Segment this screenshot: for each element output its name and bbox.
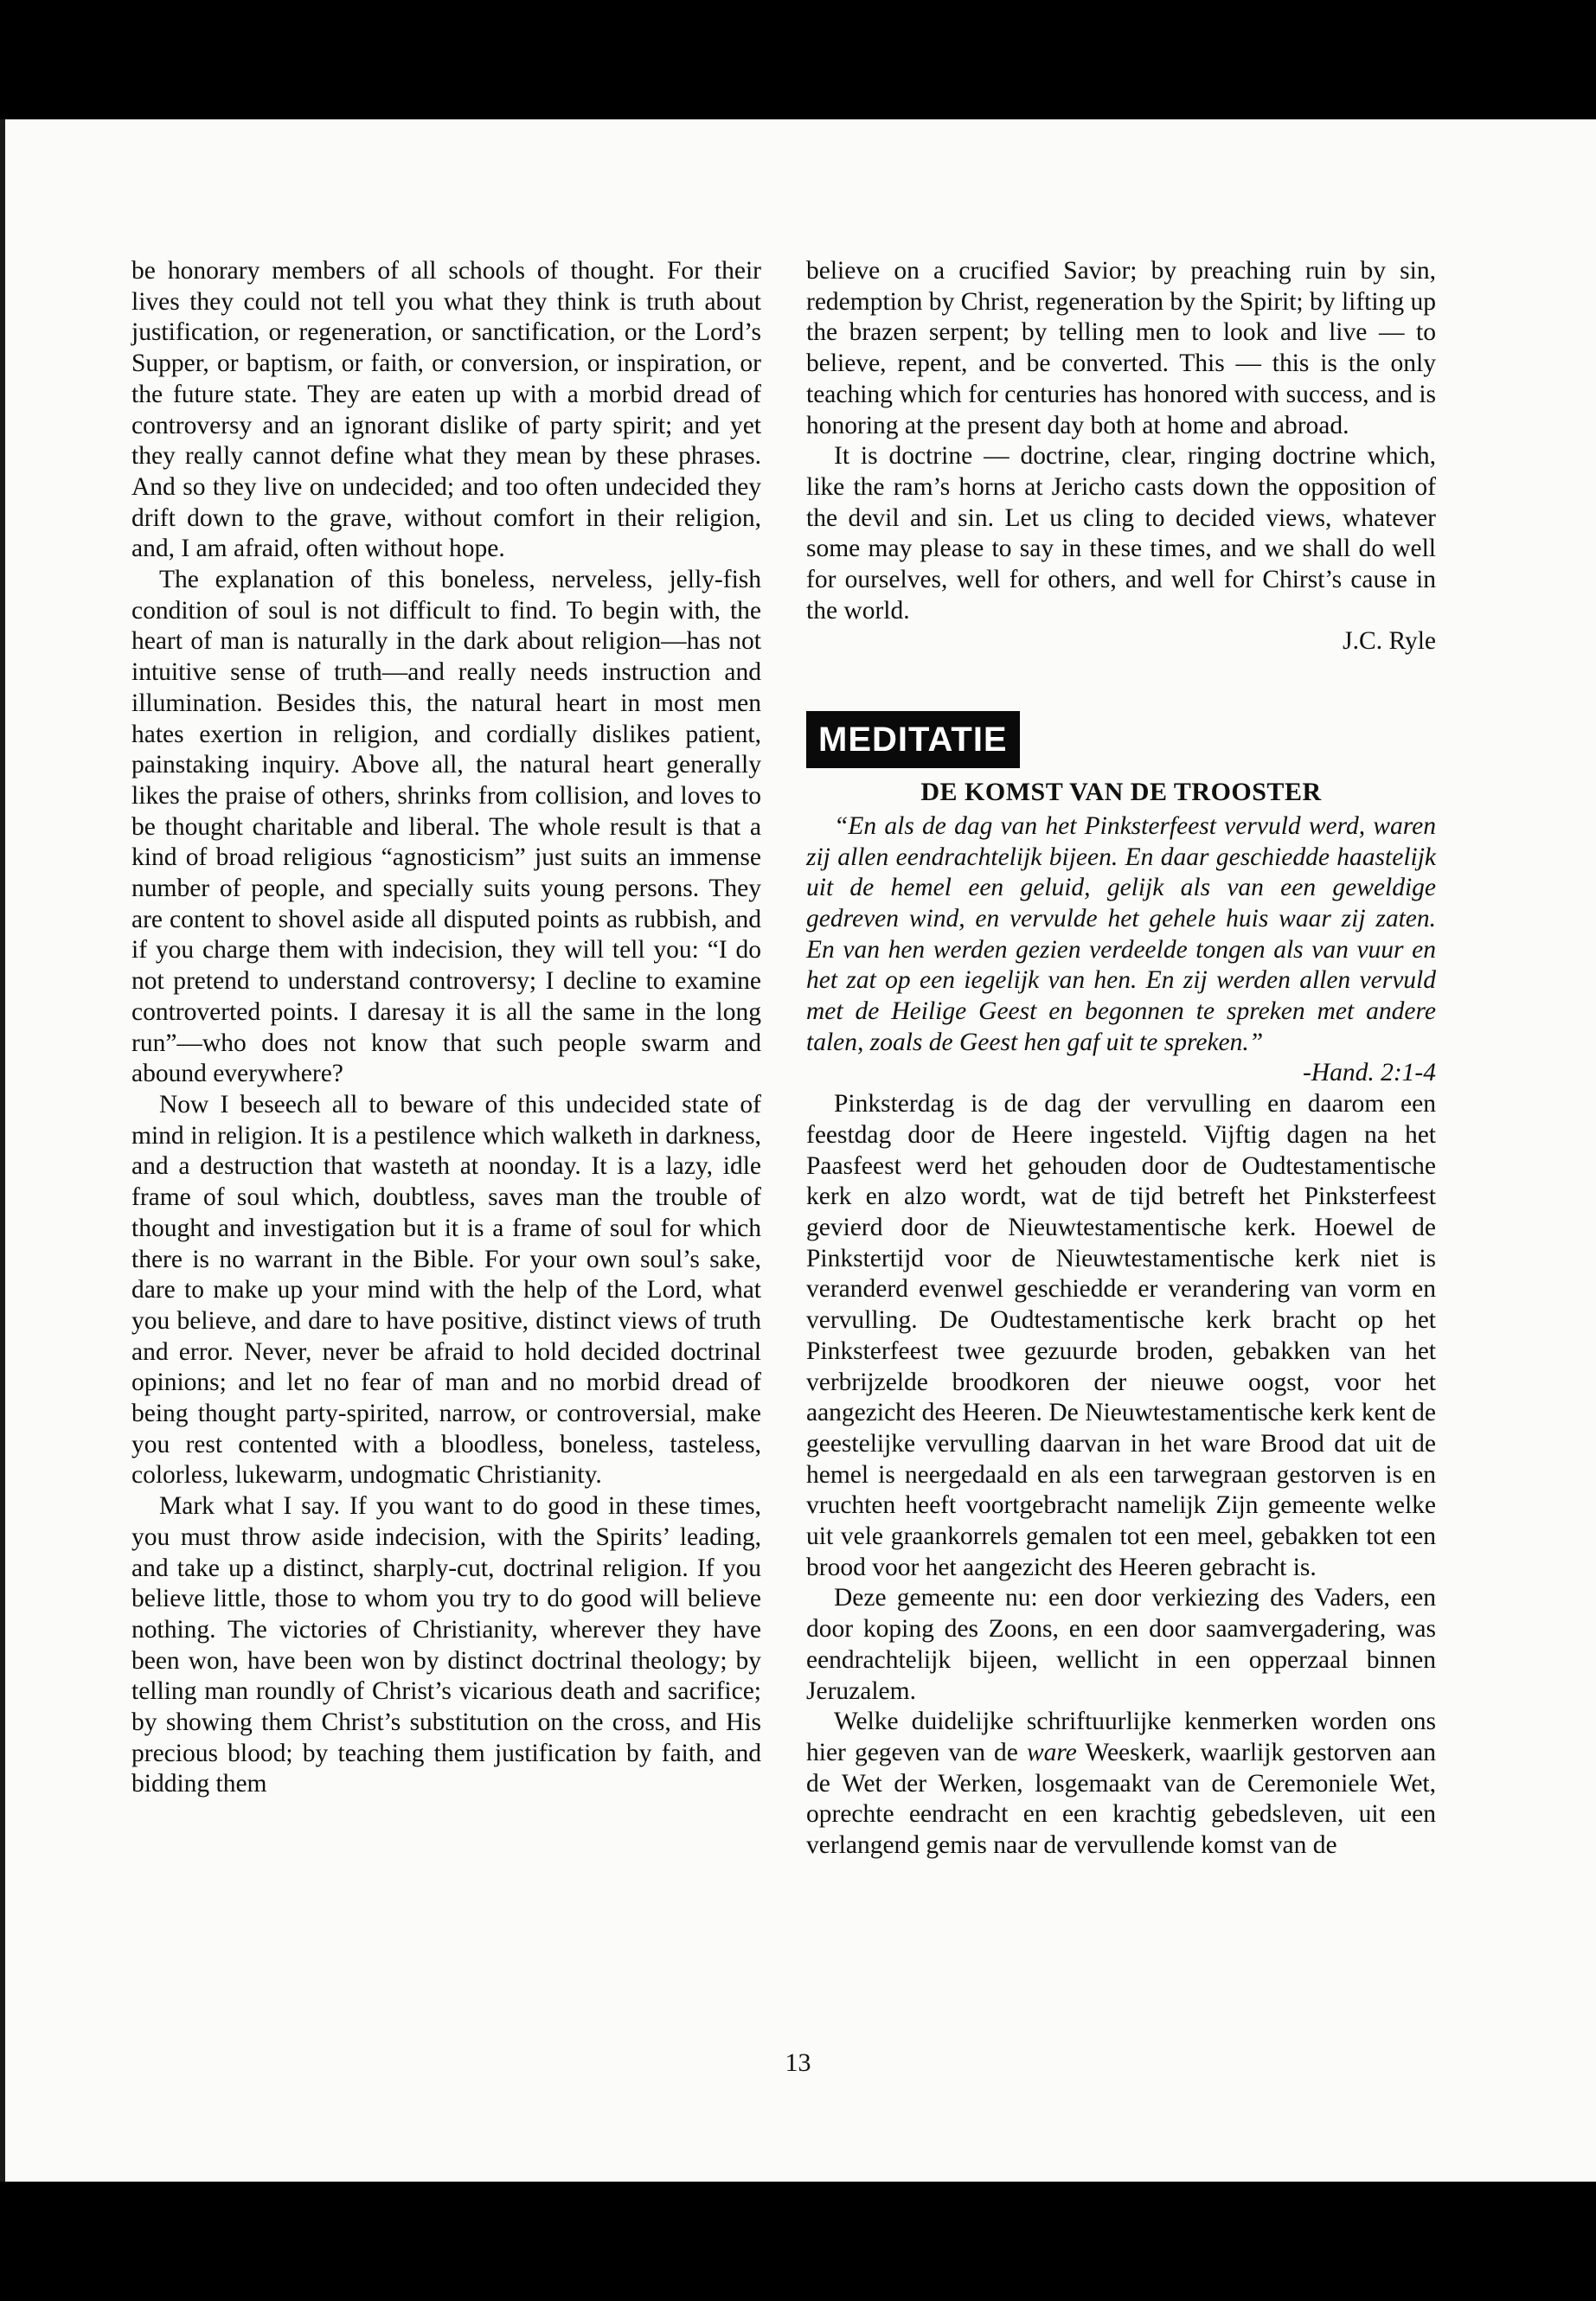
author-signature: J.C. Ryle (1343, 627, 1436, 656)
paragraph: It is doctrine — doctrine, clear, ringing doctrine which, like the ram’s horns at Jericho casts down the opposition of the devil and sin. Let us cling to decided views, whatever some may please to say in these times, and we shall do well for ourselves, well for others, and well for Chirst’s cause in the world. (806, 442, 1436, 625)
scripture-quote: “En als de dag van het Pinksterfeest vervuld werd, waren zij allen eendrachtelijk bijeen. En daar geschiedde haastelijk uit de hemel een geluid, gelijk als van een geweldige gedreven wind, en vervulde het gehele huis waar zij zaten. En van hen werden gezien verdeelde tongen als van vuur en het zat op een iegelijk van hen. En zij werden allen vervuld met de Heilige Geest en begonnen te spreken met andere talen, zoals de Geest hen gaf uit te spreken.” (806, 811, 1436, 1056)
scan-top-border (0, 0, 1596, 119)
text-run: Welke duidelijke schriftuurlijke kenmerken worden ons hier gegeven van de (806, 1708, 1436, 1766)
paragraph: believe on a crucified Savior; by preaching ruin by sin, redemption by Christ, regeneration by the Spirit; by lifting up the brazen serpent; by telling men to look and live — to believe, repent, and be converted. This — this is the only teaching which for centuries has honored with success, and is honoring at the present day both at home and abroad. (806, 257, 1436, 439)
scan-left-edge (0, 119, 5, 2182)
paragraph: The explanation of this boneless, nerveless, jelly-fish condition of soul is not difficult to find. To begin with, the heart of man is naturally in the dark about religion—has not intuitive sense of truth—and really needs instruction and illumination. Besides this, the natural heart in most men hates exertion in religion, and cordially dislikes patient, painstaking inquiry. Above all, the natural heart generally likes the praise of others, shrinks from collision, and loves to be thought charitable and liberal. The whole result is that a kind of broad religious “agnosticism” just suits an immense number of people, and specially suits young persons. They are content to shovel aside all disputed points as rubbish, and if you charge them with indecision, they will tell you: “I do not pretend to understand controversy; I decline to examine controverted points. I daresay it is all the same in the long run”—who does not know that such people swarm and abound everywhere? (131, 566, 761, 1088)
paragraph (806, 1707, 1436, 1862)
right-column (806, 256, 1436, 1862)
left-column (131, 256, 761, 1800)
paragraph: be honorary members of all schools of thought. For their lives they could not tell you what they think is truth about justification, or regeneration, or sanctification, or the Lord’s Supper, or baptism, or faith, or conversion, or inspiration, or the future state. They are eaten up with a morbid dread of controversy and an ignorant dislike of party spirit; and yet they really cannot define what they mean by these phrases. And so they live on undecided; and too often undecided they drift down to the grave, without comfort in their religion, and, I am afraid, often without hope. (131, 257, 761, 563)
paragraph: Mark what I say. If you want to do good in these times, you must throw aside indecision, with the Spirits’ leading, and take up a distinct, sharply-cut, doctrinal religion. If you believe little, those to whom you try to do good will believe nothing. The victories of Christianity, wherever they have been won, have been won by distinct doctrinal theology; by telling man roundly of Christ’s vicarious death and sacrifice; by showing them Christ’s substitution on the cross, and His precious blood; by teaching them justification by faith, and bidding them (131, 1492, 761, 1798)
scan-bottom-border (0, 2182, 1596, 2301)
article-heading: DE KOMST VAN DE TROOSTER (920, 778, 1322, 807)
section-banner (806, 657, 1436, 775)
paragraph: Now I beseech all to beware of this undecided state of mind in religion. It is a pestilence which walketh in darkness, and a destruction that wasteth at noonday. It is a lazy, idle frame of soul which, doubtless, saves man the trouble of thought and investigation but it is a frame of soul for which there is no warrant in the Bible. For your own soul’s sake, dare to make up your mind with the help of the Lord, what you believe, and dare to have positive, distinct views of truth and error. Never, never be afraid to hold decided doctrinal opinions; and let no fear of man and no morbid dread of being thought party-spirited, narrow, or controversial, make you rest contented with a bloodless, boneless, tasteless, colorless, lukewarm, undogmatic Christianity. (131, 1090, 761, 1490)
page-number: 13 (785, 2048, 811, 2077)
paragraph: Deze gemeente nu: een door verkiezing des Vaders, een door koping des Zoons, en een door saamvergadering, was eendrachtelijk bijeen, wellicht in een opperzaal binnen Jeruzalem. (806, 1584, 1436, 1705)
scripture-reference: -Hand. 2:1-4 (1302, 1059, 1436, 1087)
text-run: Weeskerk, waarlijk gestorven aan de Wet der Werken, losgemaakt van de Ceremoniele Wet, oprechte eendracht en een krachtig gebedsleven, uit een verlangend gemis naar de vervullende komst van de (806, 1738, 1436, 1860)
paragraph: Pinksterdag is de dag der vervulling en daarom een feestdag door de Heere ingesteld. Vijftig dagen na het Paasfeest werd het gehouden door de Oudtestamentische kerk en alzo wordt, wat de tijd betreft het Pinksterfeest gevierd door de Nieuwtestamentische kerk. Hoewel de Pinkstertijd voor de Nieuwtestamentische kerk niet is veranderd evenwel geschiedde er verandering van vorm en vervulling. De Oudtestamentische kerk bracht op het Pinksterfeest twee gezuurde broden, gebakken van het verbrijzelde broodkoren der nieuwe oogst, voor het aangezicht des Heeren. De Nieuwtestamentische kerk kent de geestelijke vervulling daarvan in het ware Brood dat uit de hemel is neergedaald en als een tarwegraan gestorven is en vruchten heeft voortgebracht namelijk Zijn gemeente welke uit vele graankorrels gemalen tot een meel, gebakken tot een brood voor het aangezicht des Heeren gebracht is. (806, 1090, 1436, 1581)
meditatie-banner: MEDITATIE (806, 711, 1020, 768)
emphasis-ware: ware (1027, 1738, 1077, 1766)
